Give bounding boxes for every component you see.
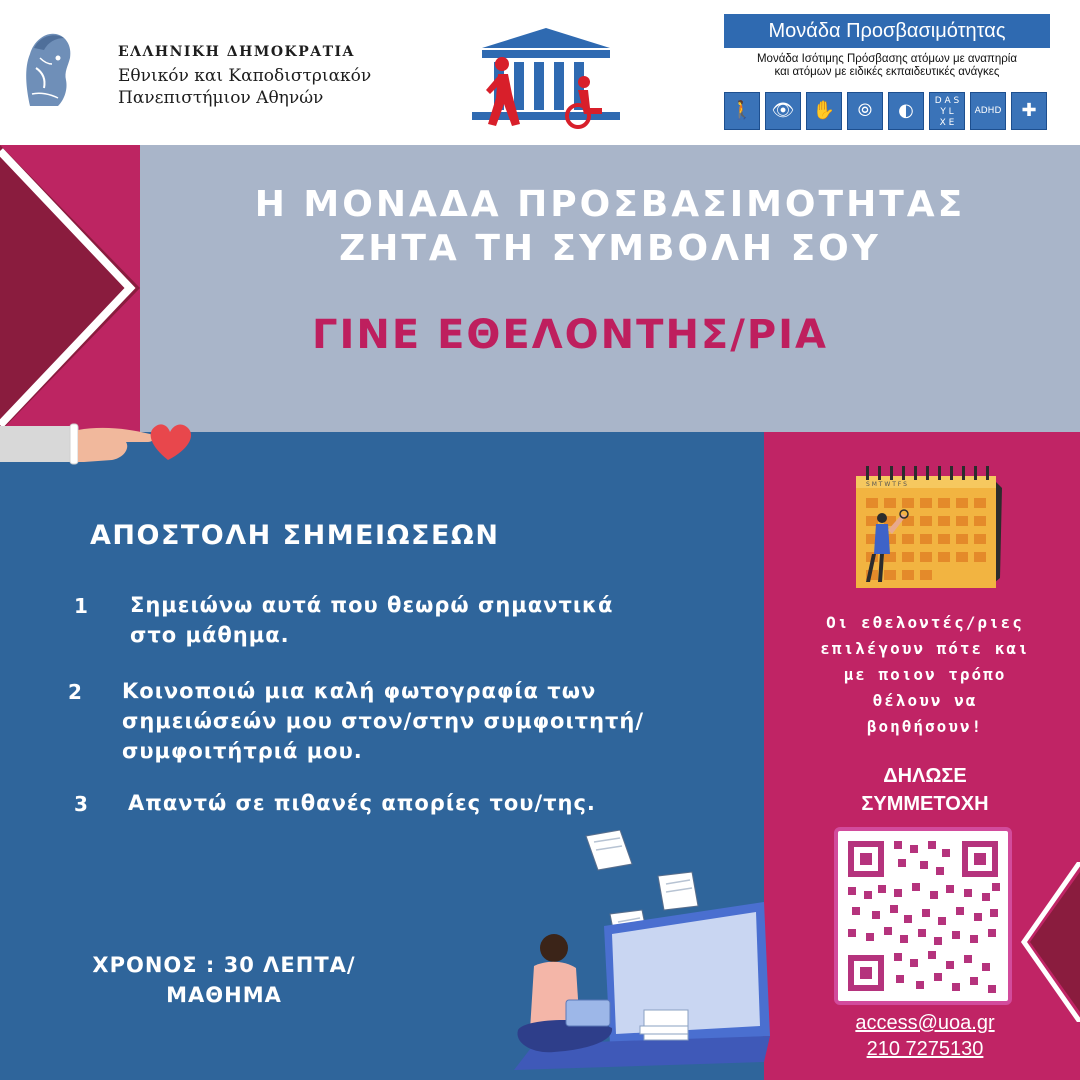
puzzle-icon: ✚ <box>1011 92 1047 130</box>
left-decor-triangles <box>0 145 140 432</box>
volunteer-note <box>790 610 1060 740</box>
hand-heart-illustration <box>0 402 212 474</box>
volunteer-line2: επιλέγουν πότε και <box>820 639 1030 658</box>
step-2-number: 2 <box>68 680 82 704</box>
unit-sub-line2: και ατόμων με ειδικές εκπαιδευτικές ανάγκες <box>774 66 1000 78</box>
step-2-text <box>122 676 644 766</box>
headline <box>140 183 1080 271</box>
unit-subtitle <box>724 53 1050 79</box>
eye-icon: 👁 <box>765 92 801 130</box>
step-2-line1: Κοινοποιώ μια καλή φωτογραφία των <box>122 679 597 703</box>
left-decor-panel <box>0 145 140 432</box>
step-3-line1: Απαντώ σε πιθανές απορίες του/της. <box>128 791 596 815</box>
volunteer-line1: Οι εθελοντές/ριες <box>826 613 1024 632</box>
volunteer-line3: με ποιον τρόπο <box>843 665 1007 684</box>
step-1-number: 1 <box>74 594 88 618</box>
declare-line2: ΣΥΜΜΕΤΟΧΗ <box>861 793 989 815</box>
uni-line3: Πανεπιστήμιον Αθηνών <box>118 88 324 108</box>
deaf-icon: ⦾ <box>847 92 883 130</box>
right-decor-triangle <box>1020 862 1080 1022</box>
contact-phone-link[interactable]: 210 7275130 <box>866 1038 984 1060</box>
speech-icon: ◐ <box>888 92 924 130</box>
calendar-weekdays: S M T W T F S <box>866 481 907 488</box>
blind-person-icon: 🚶 <box>724 92 760 130</box>
qr-code-pattern <box>838 831 1008 1001</box>
student-laptop-illustration <box>494 830 776 1080</box>
declare-participation <box>790 762 1060 818</box>
volunteer-line4: θέλουν να <box>872 691 978 710</box>
headline-line2: ΖΗΤΑ ΤΗ ΣΥΜΒΟΛΗ ΣΟΥ <box>339 228 881 269</box>
step-2-line3: συμφοιτήτριά μου. <box>122 739 363 763</box>
qr-code[interactable] <box>834 827 1012 1005</box>
step-1-line1: Σημειώνω αυτά που θεωρώ σημαντικά <box>130 593 614 617</box>
time-line1: ΧΡΟΝΟΣ : 30 ΛΕΠΤΑ/ <box>92 953 356 977</box>
uni-line1: ΕΛΛΗΝΙΚΗ ΔΗΜΟΚΡΑΤΙΑ <box>118 44 355 60</box>
call-to-action: ΓΙΝΕ ΕΘΕΛΟΝΤΗΣ/ΡΙΑ <box>311 312 829 358</box>
time-line2: ΜΑΘΗΜΑ <box>166 983 282 1007</box>
headline-line1: Η ΜΟΝΑΔΑ ΠΡΟΣΒΑΣΙΜΟΤΗΤΑΣ <box>254 184 966 225</box>
time-commitment <box>74 950 374 1010</box>
declare-line1: ΔΗΛΩΣΕ <box>883 765 967 787</box>
step-1-line2: στο μάθημα. <box>130 623 290 647</box>
uni-line2: Εθνικόν και Καποδιστριακόν <box>118 66 372 86</box>
step-2-line2: σημειώσεών μου στον/στην συμφοιτητή/ <box>122 709 645 733</box>
calendar-illustration <box>832 458 1020 598</box>
unit-sub-line1: Μονάδα Ισότιμης Πρόσβασης ατόμων με αναπηρία <box>756 53 1018 65</box>
step-3-text <box>128 788 596 818</box>
step-1-text <box>130 590 613 650</box>
contact-email-link[interactable]: access@uoa.gr <box>855 1012 995 1034</box>
sign-language-icon: ✋ <box>806 92 842 130</box>
university-name <box>118 44 448 108</box>
athena-logo <box>20 28 76 110</box>
section-title: ΑΠΟΣΤΟΛΗ ΣΗΜΕΙΩΣΕΩΝ <box>90 520 500 551</box>
volunteer-line5: βοηθήσουν! <box>866 717 984 736</box>
adhd-icon: ADHD <box>970 92 1006 130</box>
dyslexia-icon: D A S Y L X E <box>929 92 965 130</box>
unit-title: Μονάδα Προσβασιμότητας <box>724 14 1050 48</box>
step-3-number: 3 <box>74 792 88 816</box>
accessibility-building-logo <box>468 24 624 132</box>
